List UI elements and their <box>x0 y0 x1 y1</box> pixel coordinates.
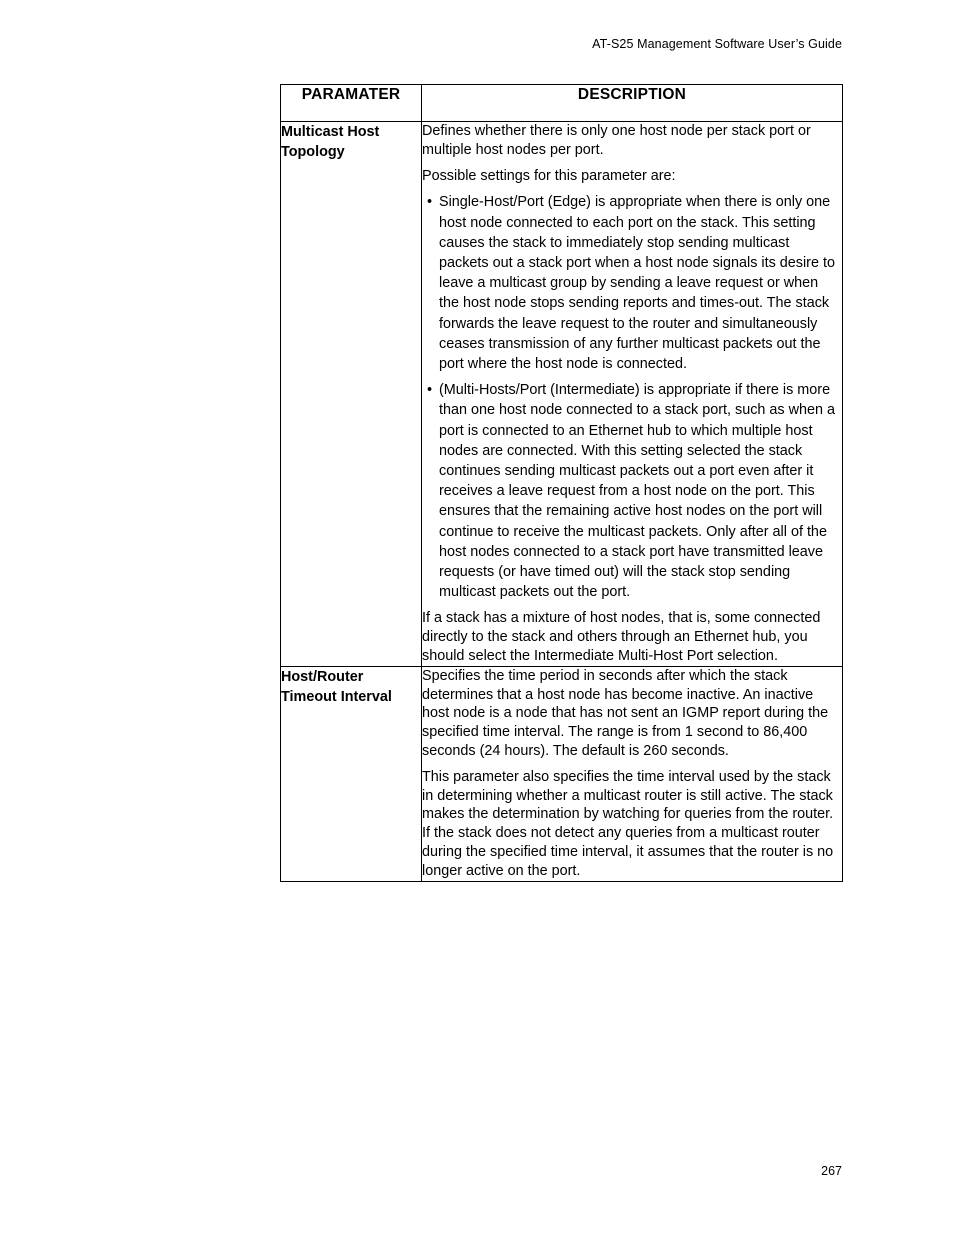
table-row <box>281 666 843 881</box>
param-name-cell <box>281 122 422 667</box>
table-row <box>281 122 843 667</box>
description-paragraph: This parameter also specifies the time interval used by the stack in determining whether a multicast router is still active. The stack makes the determination by watching for queries from the router. If the stack does not detect any queries from a multicast router during the specified time interval, it assumes that the router is no longer active on the port. <box>422 768 834 879</box>
running-header: AT-S25 Management Software User’s Guide <box>592 37 842 51</box>
param-name-line: Timeout Interval <box>281 688 392 705</box>
description-paragraph: Defines whether there is only one host node per stack port or multiple host nodes per port. <box>422 123 811 158</box>
list-item <box>422 192 842 374</box>
description-paragraph: Specifies the time period in seconds after which the stack determines that a host node has become inactive. An inactive host node is a node that has not sent an IGMP report during the specified time interval. The range is from 1 second to 86,400 seconds (24 hours). The default is 260 seconds. <box>422 667 829 760</box>
list-item-text: (Multi-Hosts/Port (Intermediate) is appropriate if there is more than one host node connected to a stack port, such as when a port is connected to an Ethernet hub to which multiple host nodes are connected. With this setting selected the stack continues sending multicast packets out a port even after it receives a leave request from a host node on the port. This ensures that the remaining active host nodes on the port will continue to receive the multicast packets. Only after all of the host nodes connected to a stack port have transmitted leave requests (or have timed out) will the stack stop sending multicast packets out the port. <box>439 382 836 601</box>
list-item-text: Single-Host/Port (Edge) is appropriate when there is only one host node connected to each port on the stack. This setting causes the stack to immediately stop sending multicast packets out a stack port when a host node signals its desire to leave a multicast group by sending a leave request or when the host node stops sending reports and times-out. The stack forwards the leave request to the router and simultaneously ceases transmission of any further multicast packets out the port where the host node is connected. <box>439 194 835 373</box>
column-header-parameter: PARAMATER <box>281 85 422 122</box>
list-item <box>422 380 842 602</box>
param-name-line: Host/Router <box>281 668 364 685</box>
parameter-table <box>280 84 843 882</box>
description-cell <box>422 122 843 667</box>
param-name-line: Topology <box>281 144 345 160</box>
description-paragraph: If a stack has a mixture of host nodes, that is, some connected directly to the stack and others through an Ethernet hub, you should select the Intermediate Multi-Host Port selection. <box>422 610 821 665</box>
bullet-icon: • <box>427 382 433 399</box>
page-number: 267 <box>821 1164 842 1178</box>
description-cell <box>422 666 843 881</box>
param-name-cell <box>281 666 422 881</box>
description-paragraph: Possible settings for this parameter are: <box>422 167 676 184</box>
column-header-description: DESCRIPTION <box>422 85 843 122</box>
bullet-icon: • <box>427 194 433 211</box>
settings-list <box>422 192 842 602</box>
param-name-line: Multicast Host <box>281 124 380 140</box>
table-header-row <box>281 85 843 122</box>
